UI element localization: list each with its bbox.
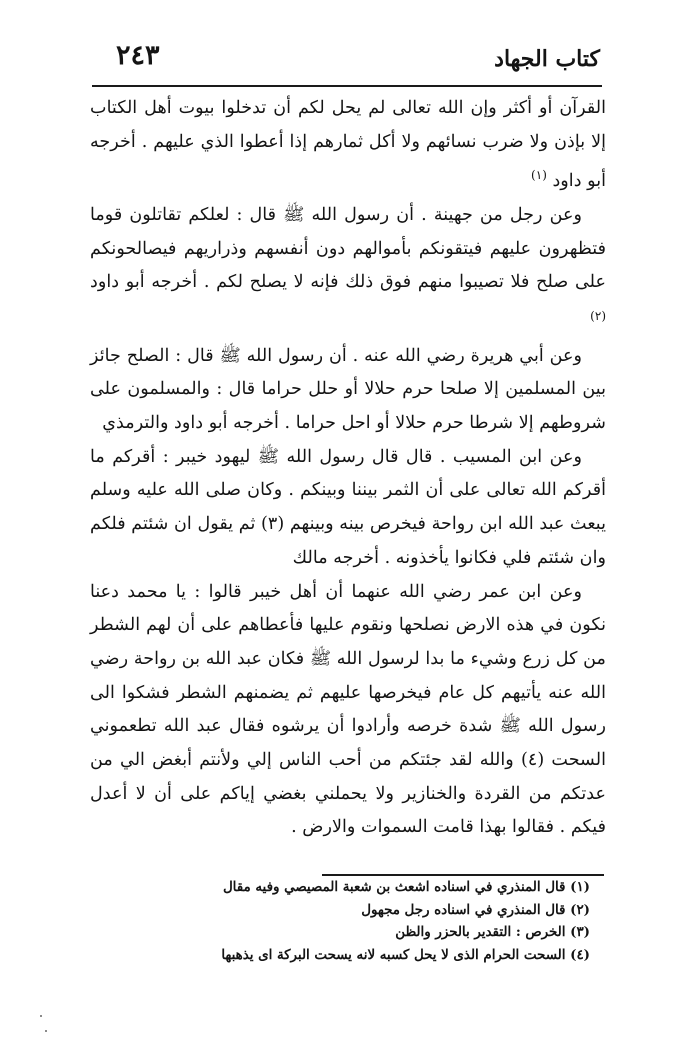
text-line: صلح فلا تصيبوا منهم فوق ذلك فإنه لا يصلح لكم . أخرجه أبو داود	[90, 272, 569, 293]
text-line: فيخرصها عليهم ثم يضمنهم الشطر فشكوا الى رسول الله ﷺ شدة خرصه	[90, 682, 607, 737]
text-line: الله تعالى على أن الثمر بيننا وبينكم . وكان صلى الله عليه وسلم يبعث عبد الله	[90, 480, 607, 535]
header-rule	[92, 85, 602, 87]
running-title: كتاب الجهاد	[494, 46, 600, 72]
page-number: ٢٤٣	[116, 40, 160, 71]
footnote-ref: (١)	[531, 168, 547, 183]
footnotes	[150, 876, 590, 966]
text-line: فتظهرون عليهم فيتقونكم بأموالهم دون أنفسهم وذراريهم فيصالحونكم على	[90, 238, 607, 293]
paragraph	[90, 340, 606, 441]
footnote: (٤) السحت الحرام الذى لا يحل كسبه لانه يسحت البركة اى يذهبها	[221, 946, 590, 963]
text-line: أحب الناس إلي ولأنتم أبغض الي من عدتكم من القردة والخنازير ولا	[90, 750, 607, 804]
text-line: ما بدا لرسول الله ﷺ فكان عبد الله بن رواحة رضي الله عنه يأتيهم كل عام	[90, 648, 606, 703]
text-line: وعن ابن المسيب . قال قال رسول الله ﷺ ليهود خيبر : أقركم ما أقركم	[90, 446, 606, 501]
paragraph	[90, 576, 606, 846]
speck	[45, 1030, 47, 1032]
footnote-ref: (٢)	[590, 309, 606, 324]
page-header	[92, 40, 602, 80]
text-line: وعن أبي هريرة رضي الله عنه . أن رسول الله ﷺ قال : الصلح جائز	[90, 345, 582, 366]
speck	[40, 1015, 42, 1017]
paragraph	[90, 199, 606, 340]
paragraph	[90, 441, 606, 576]
paragraph	[90, 92, 606, 199]
text-line: بين المسلمين إلا صلحا حرم حلالا أو حلل حراما قال : والمسلمون على شروطهم	[90, 379, 606, 434]
text-line: فكانوا يأخذونه . أخرجه مالك	[292, 547, 497, 568]
footnote: (٢) قال المنذري في اسناده رجل مجهول	[361, 901, 590, 918]
text-line: يحملني بغضي إياكم على أن لا أعدل فيكم . فقالوا بهذا قامت السموات والارض .	[90, 783, 606, 838]
text-line: أبو داود	[552, 171, 606, 192]
text-line: وأرادوا أن يرشوه فقال عبد الله تطعموني السحت (٤) والله لقد جئتكم من	[90, 716, 607, 771]
text-line: إلا شرطا حرم حلالا أو احل حراما . أخرجه أبو داود والترمذي	[102, 413, 534, 434]
text-line: بإذن ولا ضرب نسائهم ولا أكل ثمارهم إذا أعطوا الذي عليهم . أخرجه	[90, 131, 586, 152]
text-line: ابن رواحة فيخرص بينه وبينهم (٣) ثم يقول ان شئتم فلكم وان شئتم فلي	[90, 514, 606, 568]
text-line: وعن ابن عمر رضي الله عنهما أن أهل خيبر قالوا : يا محمد دعنا نكون في	[90, 581, 606, 636]
footnote: (١) قال المنذري في اسناده اشعث بن شعبة المصيصي وفيه مقال	[222, 879, 590, 895]
text-line: القرآن أو أكثر وإن الله تعالى لم يحل لكم أن تدخلوا بيوت أهل الكتاب إلا	[90, 98, 607, 152]
text-line: هذه الارض نصلحها ونقوم عليها فأعطاهم على أن لهم الشطر من كل زرع وشيء	[90, 615, 606, 669]
text-line: وعن رجل من جهينة . أن رسول الله ﷺ قال : لعلكم تقاتلون قوما	[90, 204, 582, 225]
scan-specks	[40, 1015, 60, 1035]
main-text	[90, 92, 606, 845]
footnote: (٣) الخرص : التقدير بالحزر والظن	[395, 924, 590, 941]
